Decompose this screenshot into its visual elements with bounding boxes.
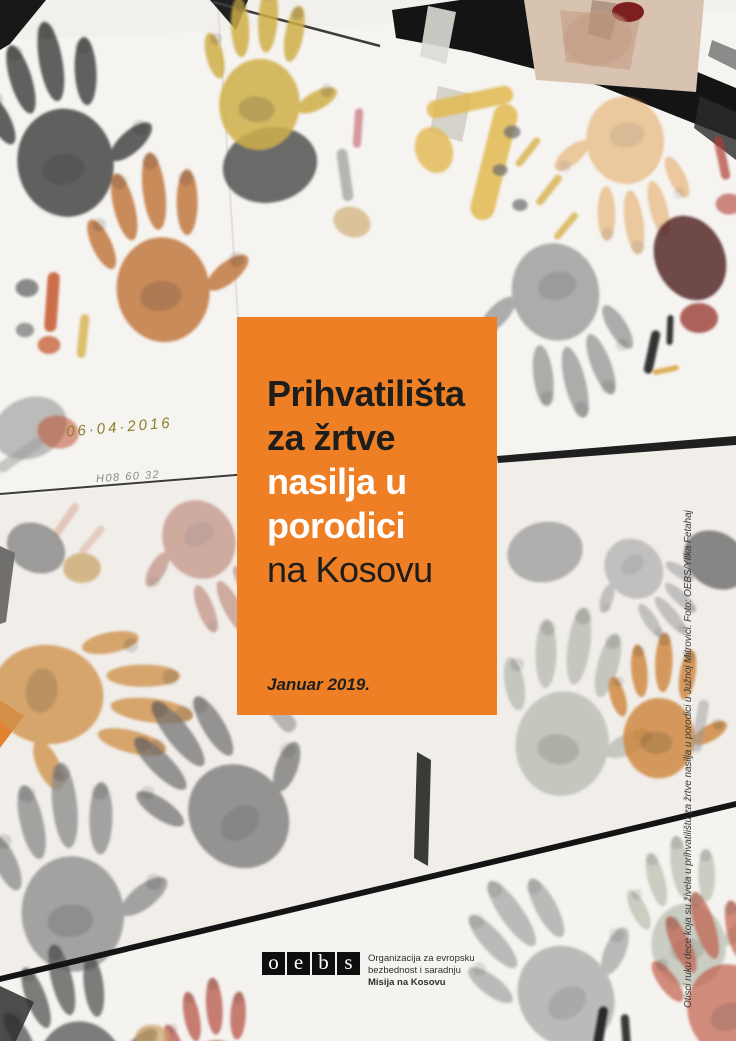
organization-name [368, 952, 475, 988]
oebs-logo-letters [262, 952, 360, 975]
oebs-logo [262, 952, 475, 988]
title-line-5: na Kosovu [267, 549, 433, 590]
photo-credit: Otisci ruku dece koja su živela u prihvatilištu za žrtve nasilja u porodici u Južnoj Mitrovici. Foto: OEBS/Yllka Fetahaj [683, 510, 694, 1008]
title-panel [237, 317, 497, 715]
org-line-1: Organizacija za evropsku [368, 953, 475, 964]
org-line-2: bezbednost i saradnju [368, 964, 461, 976]
title-line-4: porodici [267, 505, 405, 546]
publication-date: Januar 2019. [267, 675, 371, 694]
org-line-3: Misija na Kosovu [368, 976, 446, 988]
title-line-1: Prihvatilišta [267, 373, 465, 414]
logo-letter-b: b [312, 952, 335, 975]
handwritten-date: 06·04·2016 [65, 414, 174, 441]
handwritten-number: H08 60 32 [95, 468, 161, 486]
logo-letter-e: e [287, 952, 310, 975]
logo-letter-o: o [262, 952, 285, 975]
title-line-2: za žrtve [267, 417, 396, 458]
title-line-3: nasilja u [267, 461, 407, 502]
logo-letter-s: s [337, 952, 360, 975]
